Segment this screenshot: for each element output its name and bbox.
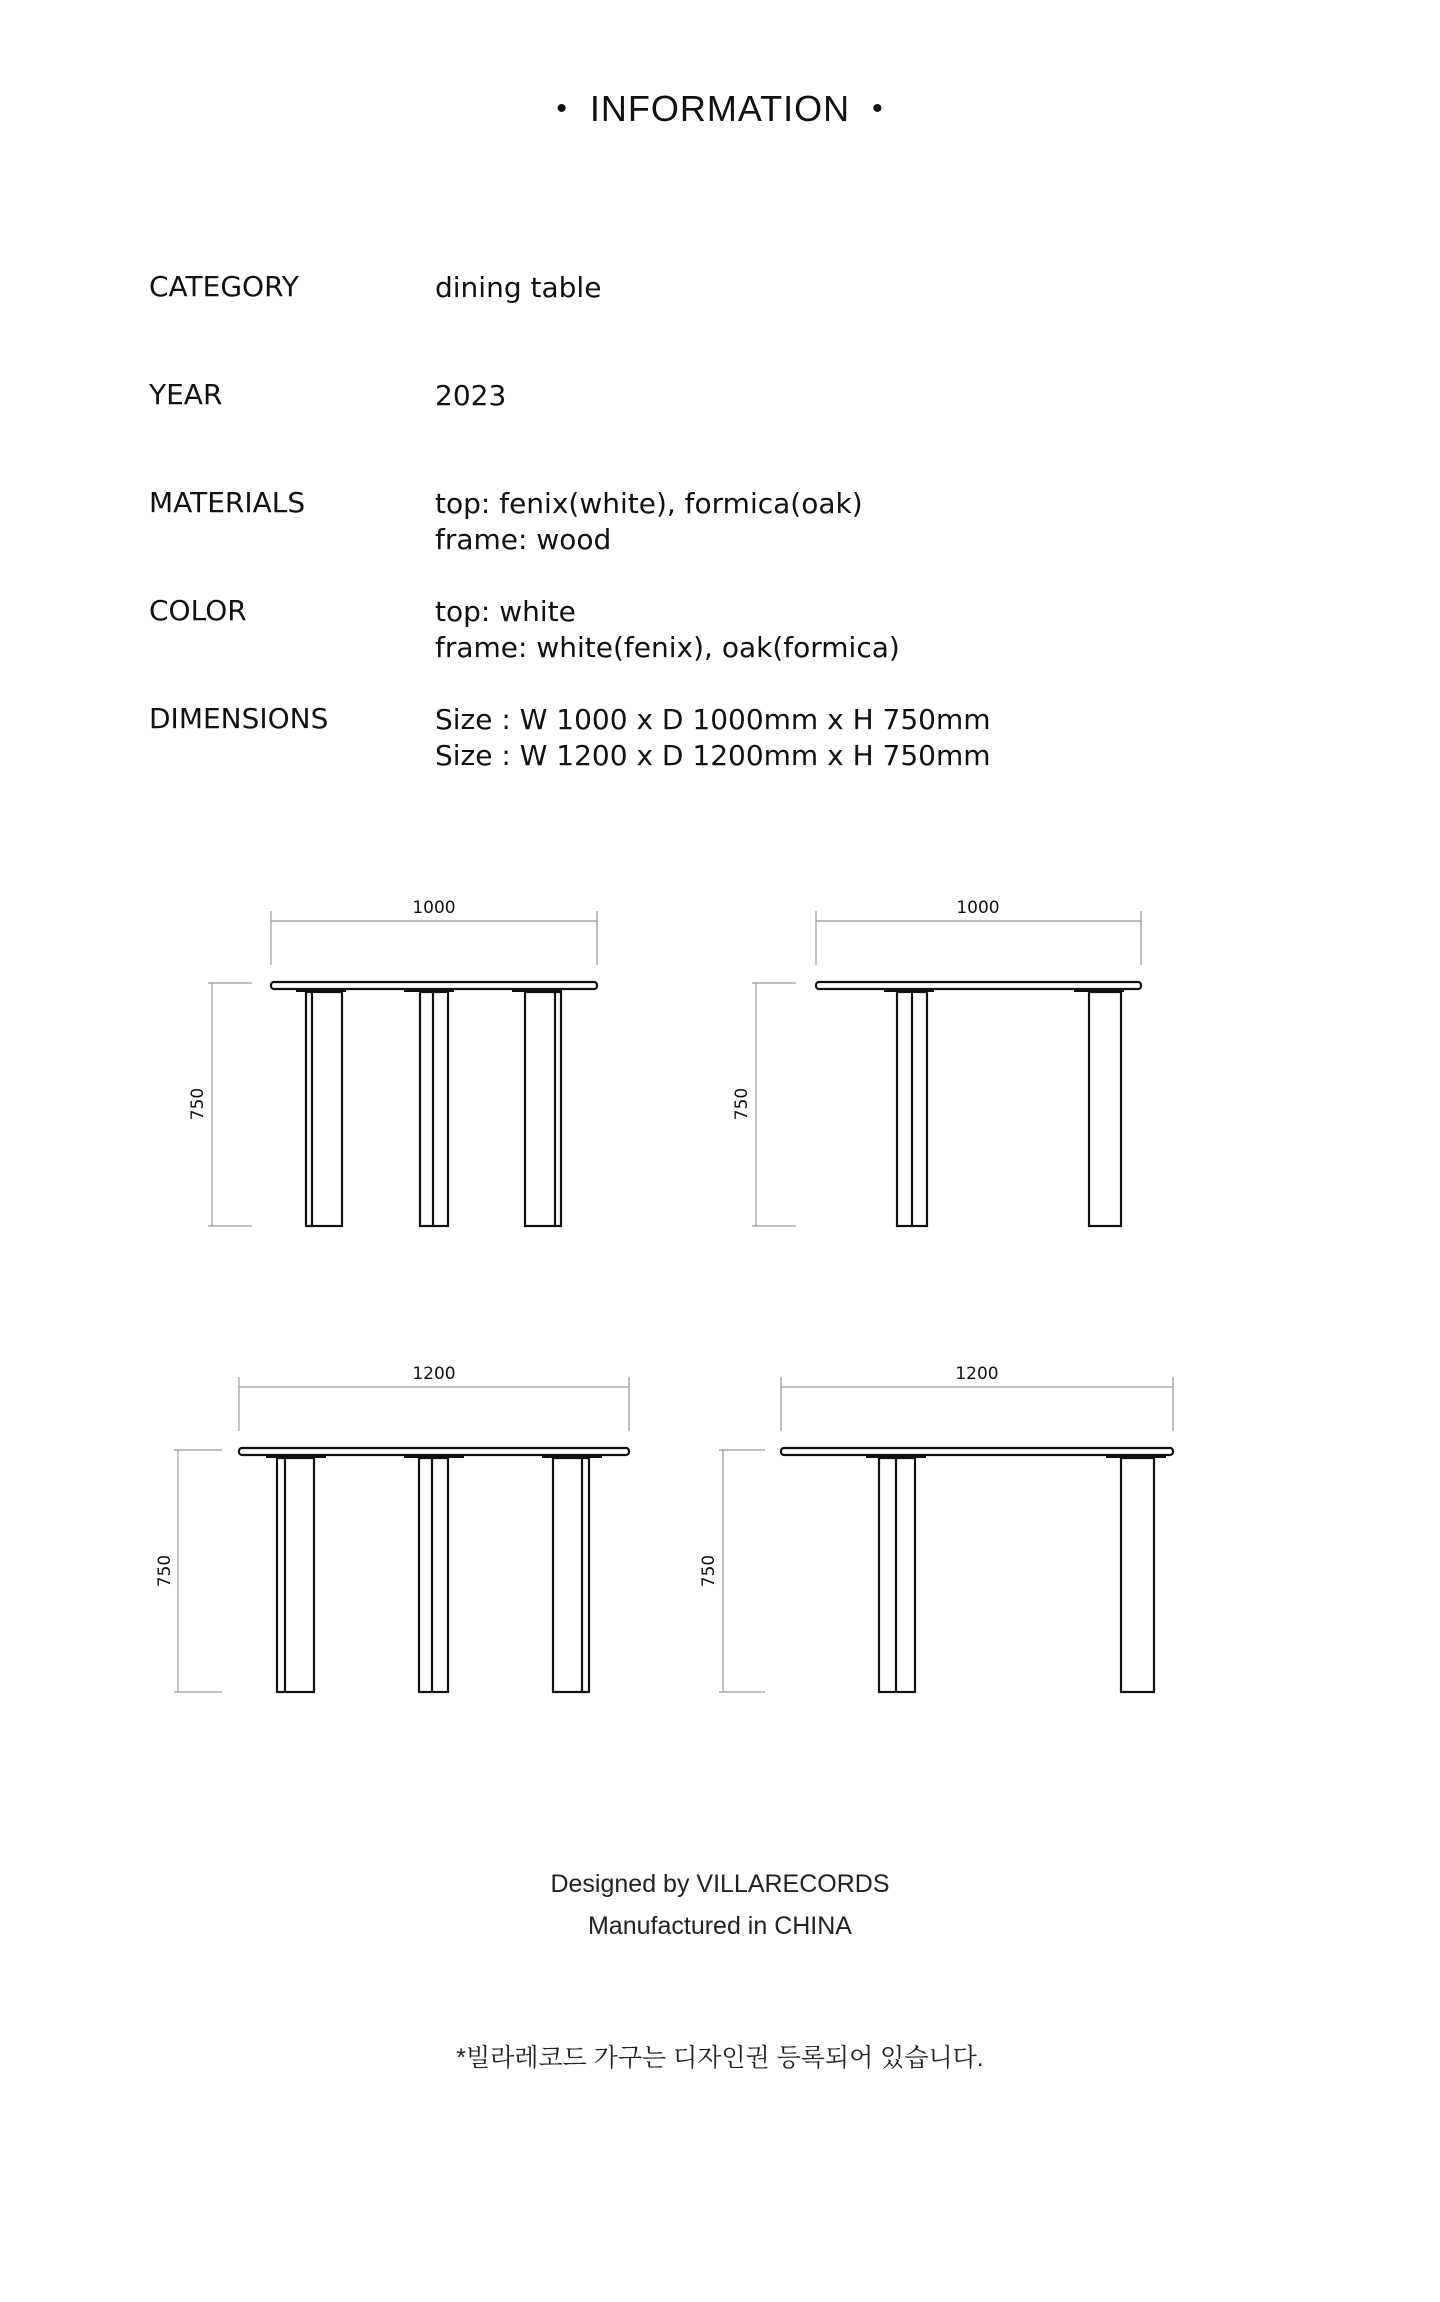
spec-value-line: frame: white(fenix), oak(formica): [435, 631, 900, 664]
spec-value-line: Size : W 1000 x D 1000mm x H 750mm: [435, 703, 991, 736]
height-label-a: 750: [188, 1087, 208, 1121]
drawing-1200-three-legs: [174, 1377, 629, 1692]
height-label-c: 750: [155, 1554, 175, 1588]
width-label-1000-b: 1000: [956, 898, 1000, 918]
designer-credit: Designed by VILLARECORDS: [550, 1870, 890, 1898]
spec-value-line: Size : W 1200 x D 1200mm x H 750mm: [435, 739, 991, 772]
spec-label: MATERIALS: [149, 486, 306, 519]
table-drawings: [0, 860, 1440, 1720]
spec-label: YEAR: [149, 378, 223, 411]
width-label-1000-a: 1000: [412, 898, 456, 918]
spec-value: [435, 594, 900, 666]
drawing-1000-three-legs: [208, 911, 597, 1226]
spec-label: COLOR: [149, 594, 247, 627]
spec-label: CATEGORY: [149, 270, 299, 303]
spec-value: [435, 270, 601, 306]
spec-value-line: top: white: [435, 595, 576, 628]
width-label-1200-a: 1200: [412, 1364, 456, 1384]
spec-value: [435, 702, 991, 774]
spec-value: [435, 486, 863, 558]
design-registration-note: *빌라레코드 가구는 디자인권 등록되어 있습니다.: [456, 2044, 984, 2072]
spec-value-line: dining table: [435, 271, 602, 304]
spec-label: DIMENSIONS: [149, 702, 329, 735]
information-heading: [0, 88, 1440, 130]
drawing-1000-two-legs: [752, 911, 1141, 1226]
height-label-d: 750: [699, 1554, 719, 1588]
drawing-1200-two-legs: [719, 1377, 1173, 1692]
spec-value: [435, 378, 506, 414]
manufacture-origin: Manufactured in CHINA: [587, 1912, 852, 1940]
width-label-1200-b: 1200: [955, 1364, 999, 1384]
heading-bullet-right: •: [872, 92, 884, 125]
spec-value-line: frame: wood: [435, 523, 612, 556]
heading-bullet-left: •: [556, 92, 568, 125]
heading-title: INFORMATION: [589, 88, 851, 129]
spec-value-line: 2023: [435, 379, 507, 412]
spec-value-line: top: fenix(white), formica(oak): [435, 487, 863, 520]
height-label-b: 750: [732, 1087, 752, 1121]
